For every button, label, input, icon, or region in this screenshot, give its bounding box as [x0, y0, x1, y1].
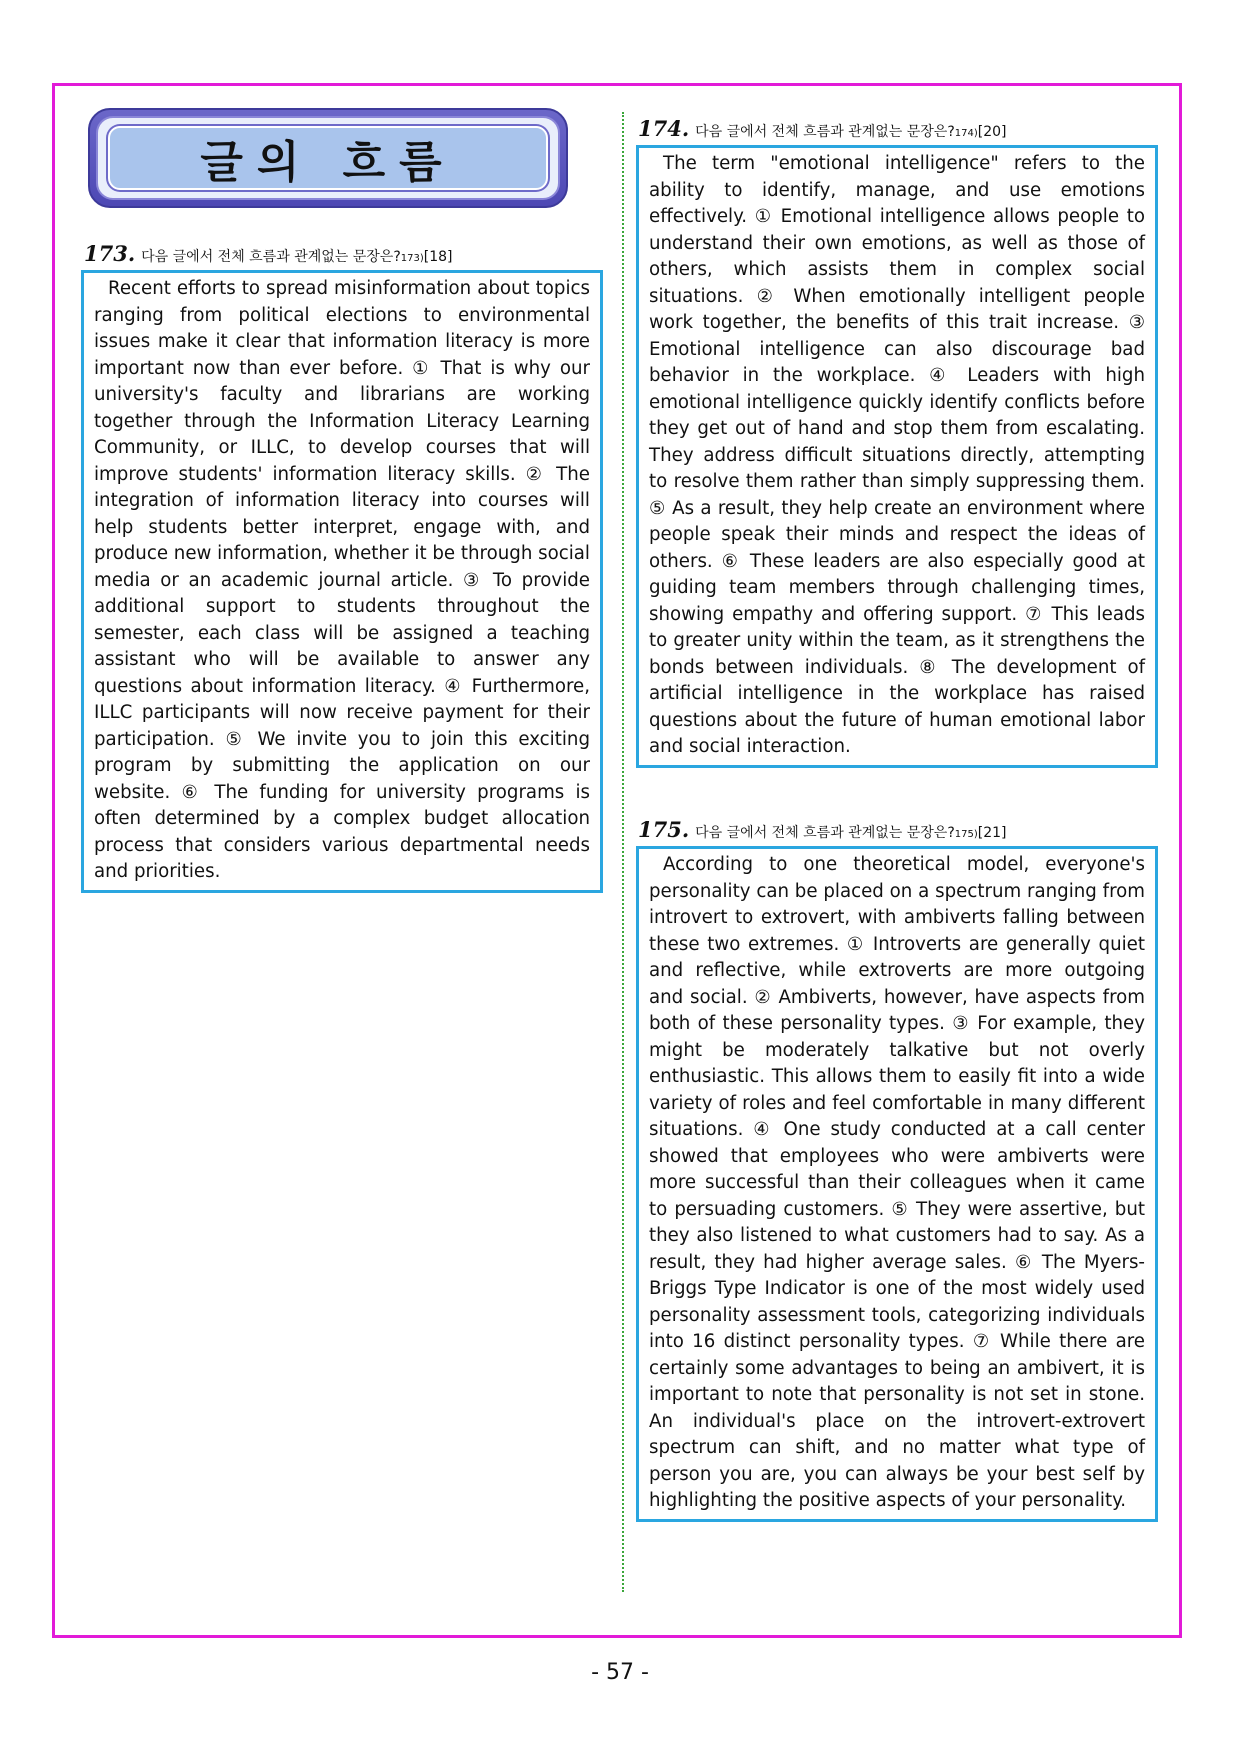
question-number: 173.: [84, 241, 136, 266]
banner-inner-panel: [108, 126, 548, 190]
column-divider: [622, 112, 624, 1592]
question-ref: [20]: [977, 124, 1007, 140]
section-banner: [88, 108, 568, 208]
banner-outer-panel: [96, 116, 560, 200]
question-footnote: 174): [954, 128, 978, 139]
question-prompt: 다음 글에서 전체 흐름과 관계없는 문장은?: [695, 825, 955, 841]
question-header-174: [638, 116, 1007, 141]
passage-box-173: Recent efforts to spread misinformation about topics ranging from political elections to environmental issues make it clear that information literacy is more important now than ever before. ① That is why our university's faculty and librarians are working together through the Information Literacy Learning Community, or ILLC, to develop courses that will improve students' information literacy skills. ② The integration of information literacy into courses will help students better interpret, engage with, and produce new information, whether it be through social media or an academic journal article. ③ To provide additional support to students throughout the semester, each class will be assigned a teaching assistant who will be available to answer any questions about information literacy. ④ Furthermore, ILLC participants will now receive payment for their participation. ⑤ We invite you to join this exciting program by submitting the application on our website. ⑥ The funding for university programs is often determined by a complex budget allocation process that considers various departmental needs and priorities.: [81, 270, 603, 893]
question-prompt: 다음 글에서 전체 흐름과 관계없는 문장은?: [695, 124, 955, 140]
passage-box-174: The term "emotional intelligence" refers to the ability to identify, manage, and use emotions effectively. ① Emotional intelligence allows people to understand their own emotions, as well as those of others, which assists them in complex social situations. ② When emotionally intelligent people work together, the benefits of this trait increase. ③ Emotional intelligence can also discourage bad behavior in the workplace. ④ Leaders with high emotional intelligence quickly identify conflicts before they get out of hand and stop them from escalating. They address difficult situations directly, attempting to resolve them rather than simply suppressing them. ⑤ As a result, they help create an environment where people speak their minds and respect the ideas of others. ⑥ These leaders are also especially good at guiding team members through challenging times, showing empathy and offering support. ⑦ This leads to greater unity within the team, as it strengthens the bonds between individuals. ⑧ The development of artificial intelligence in the workplace has raised questions about the future of human emotional labor and social interaction.: [636, 145, 1158, 768]
question-footnote: 175): [954, 829, 978, 840]
question-number: 174.: [638, 116, 690, 141]
question-ref: [18]: [423, 249, 453, 265]
question-footnote: 173): [400, 253, 424, 264]
section-title: 글의 흐름: [200, 137, 456, 188]
question-header-175: [638, 817, 1007, 842]
passage-box-175: According to one theoretical model, everyone's personality can be placed on a spectrum ranging from introvert to extrovert, with ambiverts falling between these two extremes. ① Introverts are generally quiet and reflective, while extroverts are more outgoing and social. ② Ambiverts, however, have aspects from both of these personality types. ③ For example, they might be moderately talkative but not overly enthusiastic. This allows them to easily fit into a wide variety of roles and feel comfortable in many different situations. ④ One study conducted at a call center showed that employees who were ambiverts were more successful than their colleagues when it came to persuading customers. ⑤ They were assertive, but they also listened to what customers had to say. As a result, they had higher average sales. ⑥ The Myers-Briggs Type Indicator is one of the most widely used personality assessment tools, categorizing individuals into 16 distinct personality types. ⑦ While there are certainly some advantages to being an ambivert, it is important to note that personality is not set in stone. An individual's place on the introvert-extrovert spectrum can shift, and no matter what type of person you are, you can always be your best self by highlighting the positive aspects of your personality.: [636, 846, 1158, 1522]
question-ref: [21]: [977, 825, 1007, 841]
question-header-173: [84, 241, 453, 266]
page-number: - 57 -: [591, 1660, 649, 1685]
question-prompt: 다음 글에서 전체 흐름과 관계없는 문장은?: [141, 249, 401, 265]
question-number: 175.: [638, 817, 690, 842]
